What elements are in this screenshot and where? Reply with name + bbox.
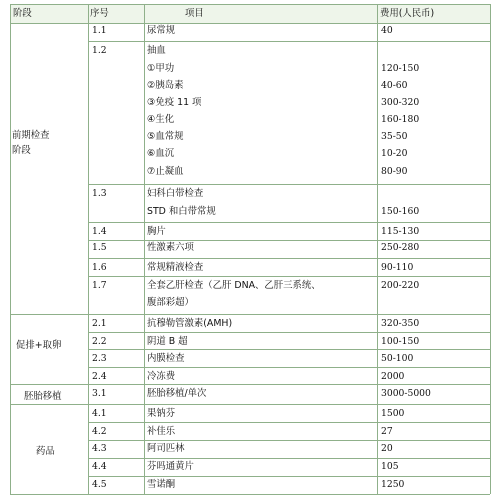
grid-line: [10, 314, 490, 315]
grid-line: [88, 258, 490, 259]
row-seq: 4.2: [92, 426, 107, 437]
row-item: 补佳乐: [147, 426, 176, 437]
row-seq: [92, 129, 150, 145]
row-seq: 1.2: [92, 45, 107, 56]
row-cost: 1500: [381, 408, 405, 419]
row-cost: 105: [381, 461, 399, 472]
row-item: ⑤血常规: [147, 131, 184, 142]
stage-medication: 药品: [36, 446, 55, 457]
row-item: 胸片: [147, 226, 166, 237]
row-seq: 1.3: [92, 188, 107, 199]
header-cost: 费用(人民币): [380, 8, 435, 19]
row-item: 胚胎移植/单次: [147, 388, 207, 399]
row-item: 腹部彩超）: [147, 297, 194, 308]
grid-line: [10, 494, 490, 495]
row-cost: 3000-5000: [381, 388, 431, 399]
grid-line: [88, 184, 490, 185]
row-seq: 4.4: [92, 461, 107, 472]
row-cost: 320-350: [381, 318, 420, 329]
row-seq: 4.1: [92, 408, 107, 419]
row-cost: 120-150: [381, 63, 420, 74]
row-item: 抗穆勒管激素(AMH): [147, 318, 233, 329]
grid-line: [88, 440, 490, 441]
row-seq: [92, 95, 150, 111]
row-seq: [92, 204, 150, 220]
stage-preliminary-checks: 前期检查 阶段: [12, 130, 50, 156]
grid-line: [10, 23, 490, 24]
row-seq: [92, 112, 150, 128]
row-seq: 4.5: [92, 479, 107, 490]
row-item: 冷冻费: [147, 371, 176, 382]
grid-line: [377, 4, 378, 494]
row-item: 阴道 B 超: [147, 336, 188, 347]
row-cost: 115-130: [381, 226, 420, 237]
row-seq: [92, 78, 150, 94]
row-item: ③免疫 11 项: [147, 97, 202, 108]
row-item: ④生化: [147, 114, 175, 125]
row-item: 性激素六项: [147, 242, 194, 253]
row-item: ②胰岛素: [147, 80, 184, 91]
grid-line: [10, 404, 490, 405]
row-item: 芬吗通黄片: [147, 461, 194, 472]
header-seq: 序号: [90, 8, 109, 19]
grid-line: [88, 332, 490, 333]
row-item: 尿常规: [147, 25, 176, 36]
row-cost: 2000: [381, 371, 405, 382]
row-item: STD 和白带常规: [147, 206, 216, 217]
row-cost: 250-280: [381, 242, 420, 253]
row-seq: 3.1: [92, 388, 107, 399]
row-cost: 150-160: [381, 206, 420, 217]
row-seq: [92, 146, 150, 162]
row-seq: 1.1: [92, 25, 107, 36]
row-cost: 90-110: [381, 262, 414, 273]
row-item: 果钠芬: [147, 408, 176, 419]
row-cost: 27: [381, 426, 393, 437]
header-stage: 阶段: [13, 8, 32, 19]
row-seq: 2.2: [92, 336, 107, 347]
grid-line: [88, 4, 89, 494]
row-cost: 1250: [381, 479, 405, 490]
grid-line: [10, 4, 11, 494]
row-seq: 1.5: [92, 242, 107, 253]
grid-line: [144, 4, 145, 494]
row-item: 内膜检查: [147, 353, 185, 364]
grid-line: [88, 349, 490, 350]
grid-line: [10, 4, 490, 5]
row-cost: 50-100: [381, 353, 414, 364]
row-item: 妇科白带检查: [147, 188, 204, 199]
row-item: 抽血: [147, 45, 166, 56]
grid-line: [88, 367, 490, 368]
row-seq: 1.7: [92, 280, 107, 291]
row-seq: [92, 295, 150, 311]
row-cost: 40: [381, 25, 393, 36]
row-seq: 1.6: [92, 262, 107, 273]
row-item: 阿司匹林: [147, 443, 185, 454]
row-item: 雪诺酮: [147, 479, 176, 490]
row-seq: 2.1: [92, 318, 107, 329]
row-seq: 2.4: [92, 371, 107, 382]
row-seq: 1.4: [92, 226, 107, 237]
grid-line: [88, 422, 490, 423]
grid-line: [490, 4, 491, 494]
stage-embryo-transfer: 胚胎移植: [24, 391, 62, 402]
row-item: ⑥血沉: [147, 148, 175, 159]
grid-line: [88, 240, 490, 241]
row-cost: 160-180: [381, 114, 420, 125]
grid-line: [88, 222, 490, 223]
row-cost: 300-320: [381, 97, 420, 108]
row-cost: 100-150: [381, 336, 420, 347]
row-cost: 80-90: [381, 166, 408, 177]
row-cost: 20: [381, 443, 393, 454]
row-cost: 10-20: [381, 148, 408, 159]
row-cost: [381, 295, 489, 311]
row-item: ⑦止凝血: [147, 166, 184, 177]
row-item: ①甲功: [147, 63, 175, 74]
row-cost: 40-60: [381, 80, 408, 91]
row-seq: 4.3: [92, 443, 107, 454]
fee-table: [10, 4, 490, 494]
row-item: 常规精液检查: [147, 262, 204, 273]
row-seq: [92, 61, 150, 77]
grid-line: [88, 41, 490, 42]
grid-line: [88, 458, 490, 459]
header-item: 项目: [185, 8, 204, 19]
row-cost: 35-50: [381, 131, 408, 142]
grid-line: [10, 384, 490, 385]
grid-line: [88, 476, 490, 477]
row-seq: [92, 164, 150, 180]
row-cost: [381, 43, 489, 59]
row-cost: [381, 186, 489, 202]
row-cost: 200-220: [381, 280, 420, 291]
stage-stimulation-retrieval: 促排+取卵: [16, 340, 62, 351]
row-item: 全套乙肝检查（乙肝 DNA、乙肝三系统、: [147, 280, 321, 291]
grid-line: [88, 276, 490, 277]
row-seq: 2.3: [92, 353, 107, 364]
